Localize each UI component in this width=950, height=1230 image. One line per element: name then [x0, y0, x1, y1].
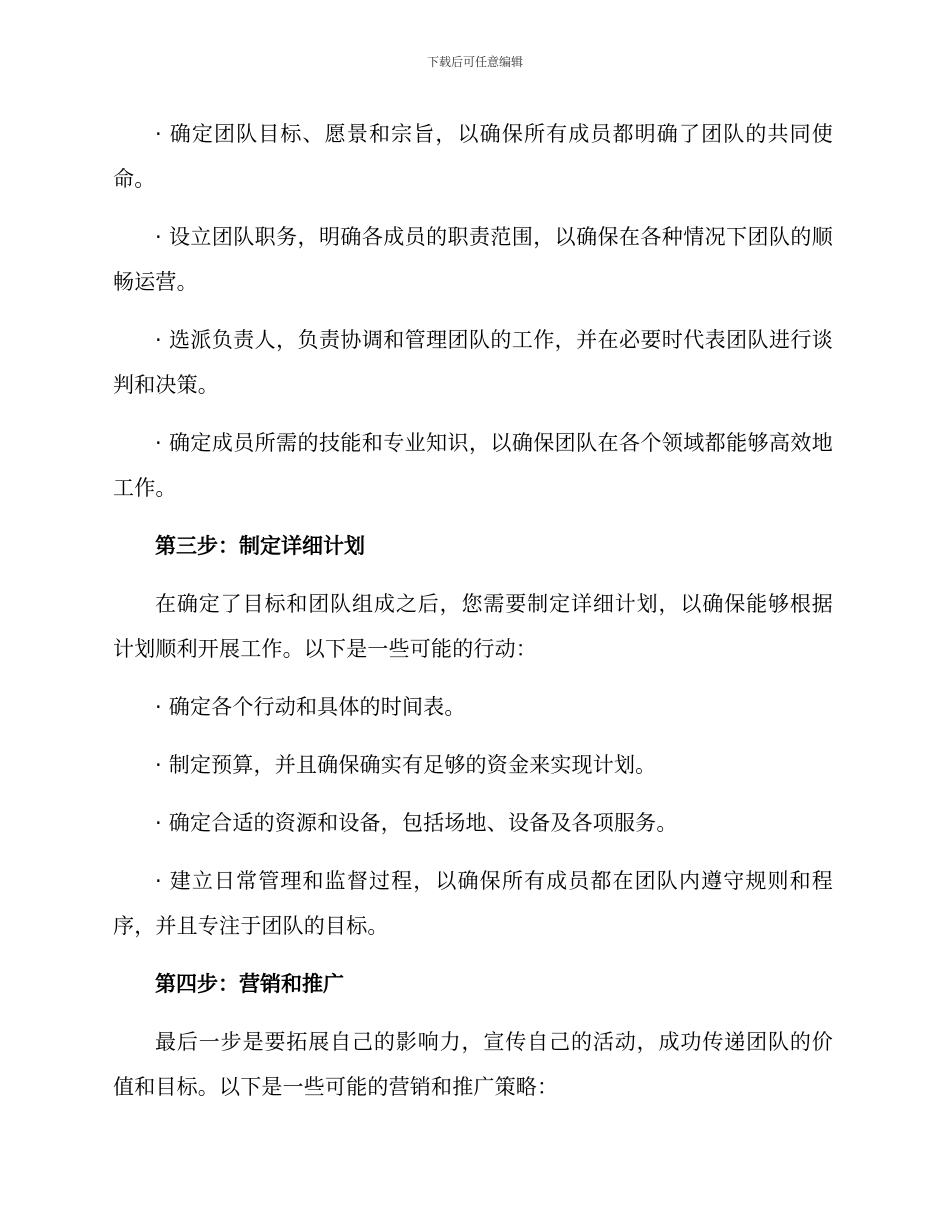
bullet-management: · 建立日常管理和监督过程，以确保所有成员都在团队内遵守规则和程序，并且专注于团队的目标。 [113, 869, 833, 938]
paragraph-step-3-intro: 在确定了目标和团队组成之后，您需要制定详细计划，以确保能够根据计划顺利开展工作。以下是一些可能的行动： [113, 592, 833, 661]
section-heading-step-3: 第三步：制定详细计划 [155, 534, 365, 558]
bullet-budget: · 制定预算，并且确保确实有足够的资金来实现计划。 [155, 753, 657, 777]
bullet-team-skills: · 确定成员所需的技能和专业知识，以确保团队在各个领域都能够高效地工作。 [113, 431, 833, 500]
document-body [113, 112, 833, 1123]
bullet-timeline: · 确定各个行动和具体的时间表。 [155, 695, 466, 719]
page-header: 下载后可任意编辑 [426, 55, 523, 69]
section-heading-step-4: 第四步：营销和推广 [155, 972, 344, 996]
paragraph-step-4-intro: 最后一步是要拓展自己的影响力，宣传自己的活动，成功传递团队的价值和目标。以下是一些可能的营销和推广策略： [113, 1030, 833, 1099]
bullet-team-roles: · 设立团队职务，明确各成员的职责范围，以确保在各种情况下团队的顺畅运营。 [113, 225, 833, 294]
bullet-resources: · 确定合适的资源和设备，包括场地、设备及各项服务。 [155, 811, 678, 835]
bullet-team-goals: · 确定团队目标、愿景和宗旨，以确保所有成员都明确了团队的共同使命。 [113, 122, 833, 191]
bullet-team-leader: · 选派负责人，负责协调和管理团队的工作，并在必要时代表团队进行谈判和决策。 [113, 328, 833, 397]
